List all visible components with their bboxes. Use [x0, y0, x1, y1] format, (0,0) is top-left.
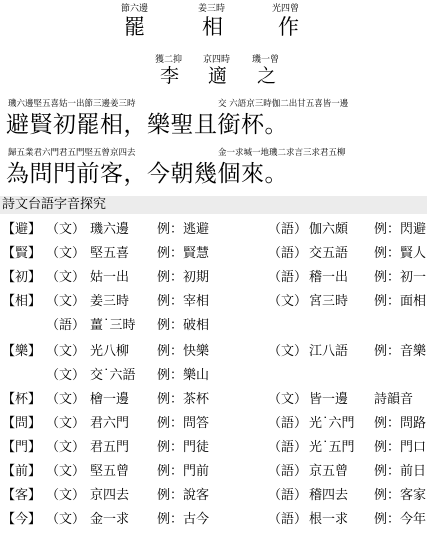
row-reading-2: 京五曾	[309, 464, 349, 479]
row-type-2: （語）	[268, 512, 308, 527]
row-reading-2: 江八語	[309, 344, 349, 359]
table-row	[0, 484, 427, 508]
row-reading-2: 光˙五門	[309, 440, 355, 455]
row-reading-1: 薑˙三時	[90, 318, 136, 333]
row-type-2: （語）	[268, 222, 308, 237]
row-reading-2: 稽一出	[309, 270, 349, 285]
author-char-3: 之	[257, 65, 277, 87]
row-type-1: （文）	[46, 222, 86, 237]
title-char-2: 相	[202, 15, 223, 39]
row-reading-2: 根一求	[309, 512, 349, 527]
row-example-2: 例：閃避	[374, 222, 427, 237]
row-example-1: 例：茶杯	[157, 392, 210, 407]
row-type-2: （語）	[268, 270, 308, 285]
row-example-1: 例：門前	[157, 464, 210, 479]
row-type-1: （文）	[46, 488, 86, 503]
poem-line-1: 避賢初罷相，樂聖且銜杯。	[6, 112, 288, 138]
table-row	[0, 218, 427, 242]
row-head: 【賢】	[2, 246, 42, 261]
poem-line1-annotation-b: 交 六語京三時伽二出甘五喜皆一邊	[218, 99, 349, 109]
row-reading-1: 璣六邊	[90, 222, 130, 237]
row-example-1: 例：門徒	[157, 440, 210, 455]
author-reading-1: 獲二抑	[155, 55, 183, 65]
row-head: 【前】	[2, 464, 42, 479]
row-type-2: （語）	[268, 488, 308, 503]
row-example-1: 例：破相	[157, 318, 210, 333]
section-title: 詩文台語字音探究	[0, 196, 427, 214]
row-example-2: 詩韻音	[374, 392, 414, 407]
row-example-1: 例：說客	[157, 488, 210, 503]
row-reading-2: 伽六頗	[309, 222, 349, 237]
row-reading-1: 君五門	[90, 440, 130, 455]
row-reading-2: 光˙六門	[309, 416, 355, 431]
author-reading-2: 京四時	[203, 55, 231, 65]
row-example-1: 例：快樂	[157, 344, 210, 359]
author-reading-3: 璣一曾	[252, 55, 280, 65]
row-reading-2: 稽四去	[309, 488, 349, 503]
table-row	[0, 242, 427, 266]
row-reading-2: 交五語	[309, 246, 349, 261]
title-char-1: 罷	[124, 15, 145, 39]
table-row	[0, 388, 427, 412]
row-example-1: 例：賢慧	[157, 246, 210, 261]
row-head: 【樂】	[2, 344, 42, 359]
row-example-2: 例：今年	[374, 512, 427, 527]
title-reading-3: 光四曾	[272, 4, 300, 14]
row-type-1: （文）	[46, 512, 86, 527]
poem-line-2: 為問門前客，今朝幾個來。	[6, 161, 288, 187]
table-row	[0, 340, 427, 364]
title-reading-2: 姜三時	[198, 4, 226, 14]
table-row	[0, 364, 427, 388]
row-type-2: （文）	[268, 392, 308, 407]
row-type-2: （文）	[268, 294, 308, 309]
table-row	[0, 412, 427, 436]
row-head: 【門】	[2, 440, 42, 455]
row-example-2: 例：初一	[374, 270, 427, 285]
row-example-2: 例：客家	[374, 488, 427, 503]
row-reading-1: 君六門	[90, 416, 130, 431]
row-reading-1: 光八柳	[90, 344, 130, 359]
row-head: 【問】	[2, 416, 42, 431]
row-example-1: 例：古今	[157, 512, 210, 527]
row-type-1: （語）	[46, 318, 86, 333]
row-example-1: 例：逃避	[157, 222, 210, 237]
poem-line2-annotation-a: 歸五業君六門君五門堅五曾京四去	[8, 148, 136, 158]
row-example-2: 例：面相	[374, 294, 427, 309]
row-example-2: 例：音樂	[374, 344, 427, 359]
row-type-1: （文）	[46, 368, 86, 383]
row-reading-1: 堅五曾	[90, 464, 130, 479]
row-head: 【杯】	[2, 392, 42, 407]
poem-line1-annotation-a: 璣六邊堅五喜姑一出節三邊姜三時	[8, 99, 136, 109]
row-type-2: （語）	[268, 464, 308, 479]
row-example-2: 例：賢人	[374, 246, 427, 261]
row-type-2: （文）	[268, 344, 308, 359]
table-row	[0, 290, 427, 314]
row-example-2: 例：問路	[374, 416, 427, 431]
row-type-2: （語）	[268, 440, 308, 455]
row-example-2: 例：前日	[374, 464, 427, 479]
author-char-1: 李	[160, 65, 180, 87]
author-char-2: 適	[208, 65, 228, 87]
title-char-3: 作	[278, 15, 299, 39]
poem-line2-annotation-b: 金一求堿一地璣二求言三求君五柳	[218, 148, 346, 158]
row-type-1: （文）	[46, 246, 86, 261]
row-head: 【相】	[2, 294, 42, 309]
row-reading-1: 姑一出	[90, 270, 130, 285]
row-reading-2: 宮三時	[309, 294, 349, 309]
row-example-1: 例：樂山	[157, 368, 210, 383]
row-reading-1: 金一求	[90, 512, 130, 527]
title-reading-1: 節六邊	[121, 4, 149, 14]
row-example-1: 例：問答	[157, 416, 210, 431]
row-type-1: （文）	[46, 392, 86, 407]
row-head: 【客】	[2, 488, 42, 503]
row-type-1: （文）	[46, 270, 86, 285]
table-row	[0, 460, 427, 484]
row-example-1: 例：宰相	[157, 294, 210, 309]
row-reading-2: 皆一邊	[309, 392, 349, 407]
row-reading-1: 檜一邊	[90, 392, 130, 407]
row-type-1: （文）	[46, 464, 86, 479]
row-type-1: （文）	[46, 344, 86, 359]
table-row	[0, 508, 427, 532]
row-type-1: （文）	[46, 294, 86, 309]
row-head: 【初】	[2, 270, 42, 285]
row-reading-1: 交˙六語	[90, 368, 136, 383]
table-row	[0, 314, 427, 338]
row-head: 【今】	[2, 512, 42, 527]
row-reading-1: 姜三時	[90, 294, 130, 309]
row-reading-1: 京四去	[90, 488, 130, 503]
row-type-1: （文）	[46, 440, 86, 455]
table-row	[0, 266, 427, 290]
row-type-2: （語）	[268, 246, 308, 261]
row-type-2: （語）	[268, 416, 308, 431]
row-example-1: 例：初期	[157, 270, 210, 285]
row-type-1: （文）	[46, 416, 86, 431]
row-example-2: 例：門口	[374, 440, 427, 455]
table-row	[0, 436, 427, 460]
row-head: 【避】	[2, 222, 42, 237]
row-reading-1: 堅五喜	[90, 246, 130, 261]
